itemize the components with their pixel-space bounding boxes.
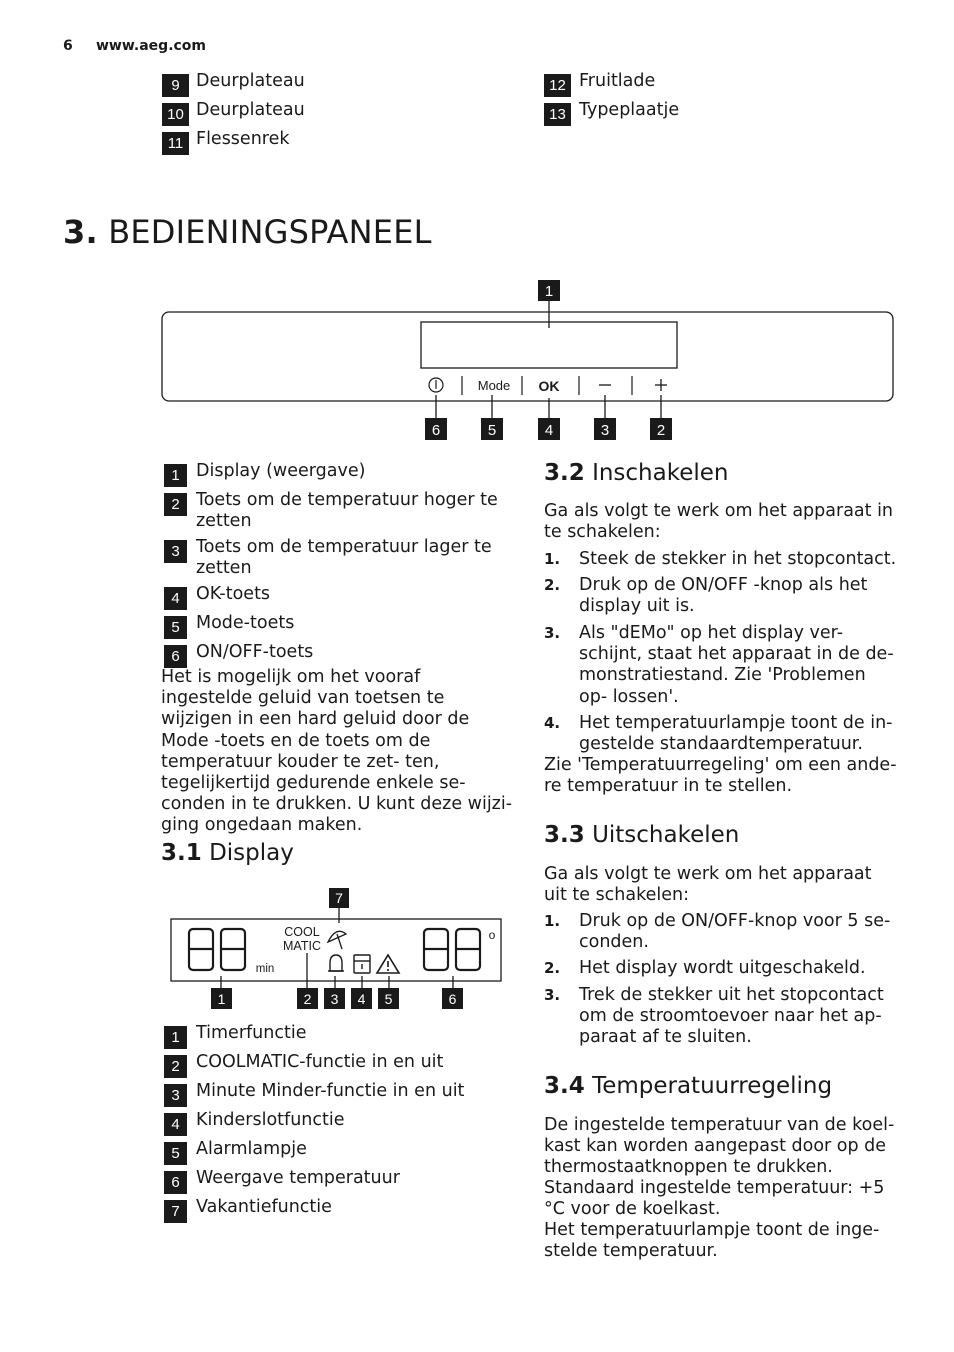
- callout-number: 3: [330, 991, 339, 1007]
- legend-number-badge: 4: [164, 587, 187, 610]
- legend-label: Display (weergave): [196, 461, 366, 481]
- temperature-para: Standaard ingestelde temperatuur: +5 °C voor de koelkast.: [544, 1178, 885, 1220]
- step-number: 3.: [544, 624, 561, 642]
- switch-on-intro: Ga als volgt te werk om het apparaat in te schakelen:: [544, 501, 894, 543]
- legend-label: ON/OFF-toets: [196, 642, 314, 662]
- step-number: 2.: [544, 959, 561, 977]
- legend-label: Mode-toets: [196, 613, 295, 633]
- temperature-para: Het temperatuurlampje toont de inge- stelde temperatuur.: [544, 1220, 880, 1262]
- part-number-badge: 13: [544, 103, 571, 126]
- switch-off-heading: [544, 822, 739, 848]
- child-lock-icon: [354, 955, 370, 973]
- legend-number-badge: 3: [164, 1084, 187, 1107]
- mode-button-label: Mode: [477, 378, 511, 393]
- switch-on-heading: [544, 460, 729, 486]
- legend-label: Vakantiefunctie: [196, 1197, 332, 1217]
- callout-number: 4: [357, 991, 366, 1007]
- callout-number: 4: [544, 422, 554, 439]
- step-text: Als "dEMo" op het display ver- schijnt, staat het apparaat in de de- monstratiestand. Zie 'Problemen op- lossen'.: [579, 623, 894, 707]
- legend-number-badge: 4: [164, 1113, 187, 1136]
- part-label: Deurplateau: [196, 71, 305, 91]
- legend-number-badge: 2: [164, 493, 187, 516]
- section-title: BEDIENINGSPANEEL: [108, 213, 432, 251]
- switch-on-outro: Zie 'Temperatuurregeling' om een ande- re temperatuur in te stellen.: [544, 755, 897, 797]
- legend-label: Alarmlampje: [196, 1139, 307, 1159]
- temperature-digits: [424, 929, 480, 970]
- legend-label: Weergave temperatuur: [196, 1168, 400, 1188]
- legend-label: COOLMATIC-functie in en uit: [196, 1052, 444, 1072]
- callout-number: 1: [544, 283, 554, 300]
- matic-label: MATIC: [283, 939, 321, 953]
- temperature-heading-number: 3.4: [544, 1073, 585, 1099]
- legend-number-badge: 3: [164, 540, 187, 563]
- part-number-badge: 12: [544, 74, 571, 97]
- switch-on-heading-title: Inschakelen: [592, 460, 729, 486]
- legend-number-badge: 5: [164, 616, 187, 639]
- legend-number-badge: 1: [164, 1026, 187, 1049]
- temperature-heading: [544, 1073, 832, 1099]
- legend-label: Toets om de temperatuur lager te zetten: [196, 537, 492, 578]
- legend-number-badge: 2: [164, 1055, 187, 1078]
- callout-number: 2: [303, 991, 312, 1007]
- legend-number-badge: 7: [164, 1200, 187, 1223]
- step-text: Steek de stekker in het stopcontact.: [579, 549, 897, 569]
- panel-note: Het is mogelijk om het vooraf ingestelde geluid van toetsen te wijzigen in een hard geluid door de Mode -toets en de toets om de temperatuur kouder te zet- ten, tegelijkertijd gedurende enkele se- conden in te drukken. U kunt deze wijzi- ging ongedaan maken.: [161, 667, 513, 836]
- display-heading-number: 3.1: [161, 840, 202, 866]
- callout-number: 6: [448, 991, 457, 1007]
- step-text: Het temperatuurlampje toont de in- gestelde standaardtemperatuur.: [579, 713, 893, 755]
- cool-label: COOL: [284, 925, 320, 939]
- legend-number-badge: 5: [164, 1142, 187, 1165]
- part-number-badge: 11: [162, 132, 189, 155]
- part-number-badge: 10: [162, 103, 189, 126]
- ok-button-label: OK: [538, 378, 560, 394]
- temperature-para: De ingestelde temperatuur van de koel- kast kan worden aangepast door op de thermostaatknoppen te drukken.: [544, 1115, 895, 1178]
- part-label: Typeplaatje: [579, 100, 680, 120]
- part-label: Flessenrek: [196, 129, 290, 149]
- step-text: Het display wordt uitgeschakeld.: [579, 958, 866, 978]
- legend-label: Kinderslotfunctie: [196, 1110, 345, 1130]
- timer-digits: [189, 929, 245, 970]
- legend-label: Minute Minder-functie in en uit: [196, 1081, 465, 1101]
- legend-number-badge: 6: [164, 1171, 187, 1194]
- warning-icon: [377, 955, 399, 973]
- step-number: 1.: [544, 550, 561, 568]
- switch-off-heading-title: Uitschakelen: [592, 822, 740, 848]
- legend-number-badge: 6: [164, 645, 187, 668]
- section-number: 3.: [63, 213, 98, 251]
- degree-symbol: o: [488, 928, 496, 942]
- switch-off-intro: Ga als volgt te werk om het apparaat uit te schakelen:: [544, 864, 872, 906]
- switch-off-heading-number: 3.3: [544, 822, 585, 848]
- legend-label: OK-toets: [196, 584, 271, 604]
- temperature-heading-title: Temperatuurregeling: [592, 1073, 833, 1099]
- part-number-badge: 9: [162, 74, 189, 97]
- page-number: 6: [63, 38, 73, 54]
- legend-label: Timerfunctie: [196, 1023, 307, 1043]
- header-url: www.aeg.com: [96, 38, 207, 54]
- legend-label: Toets om de temperatuur hoger te zetten: [196, 490, 498, 531]
- step-number: 1.: [544, 912, 561, 930]
- callout-number: 5: [384, 991, 393, 1007]
- min-label: min: [255, 963, 275, 975]
- step-number: 3.: [544, 986, 561, 1004]
- legend-number-badge: 1: [164, 464, 187, 487]
- switch-on-heading-number: 3.2: [544, 460, 585, 486]
- callout-number: 1: [217, 991, 226, 1007]
- step-text: Druk op de ON/OFF-knop voor 5 se- conden.: [579, 911, 891, 953]
- callout-number: 2: [656, 422, 666, 439]
- callout-number: 5: [487, 422, 497, 439]
- part-label: Deurplateau: [196, 100, 305, 120]
- step-number: 4.: [544, 714, 561, 732]
- callout-number: 6: [431, 422, 441, 439]
- holiday-umbrella-icon: [328, 931, 346, 949]
- step-text: Trek de stekker uit het stopcontact om de stroomtoevoer naar het ap- paraat af te sluiten.: [579, 985, 884, 1048]
- part-label: Fruitlade: [579, 71, 656, 91]
- bell-icon: [328, 955, 344, 971]
- step-number: 2.: [544, 576, 561, 594]
- callout-number: 7: [335, 890, 343, 906]
- callout-number: 3: [600, 422, 610, 439]
- step-text: Druk op de ON/OFF -knop als het display uit is.: [579, 575, 868, 617]
- display-heading-title: Display: [209, 840, 294, 866]
